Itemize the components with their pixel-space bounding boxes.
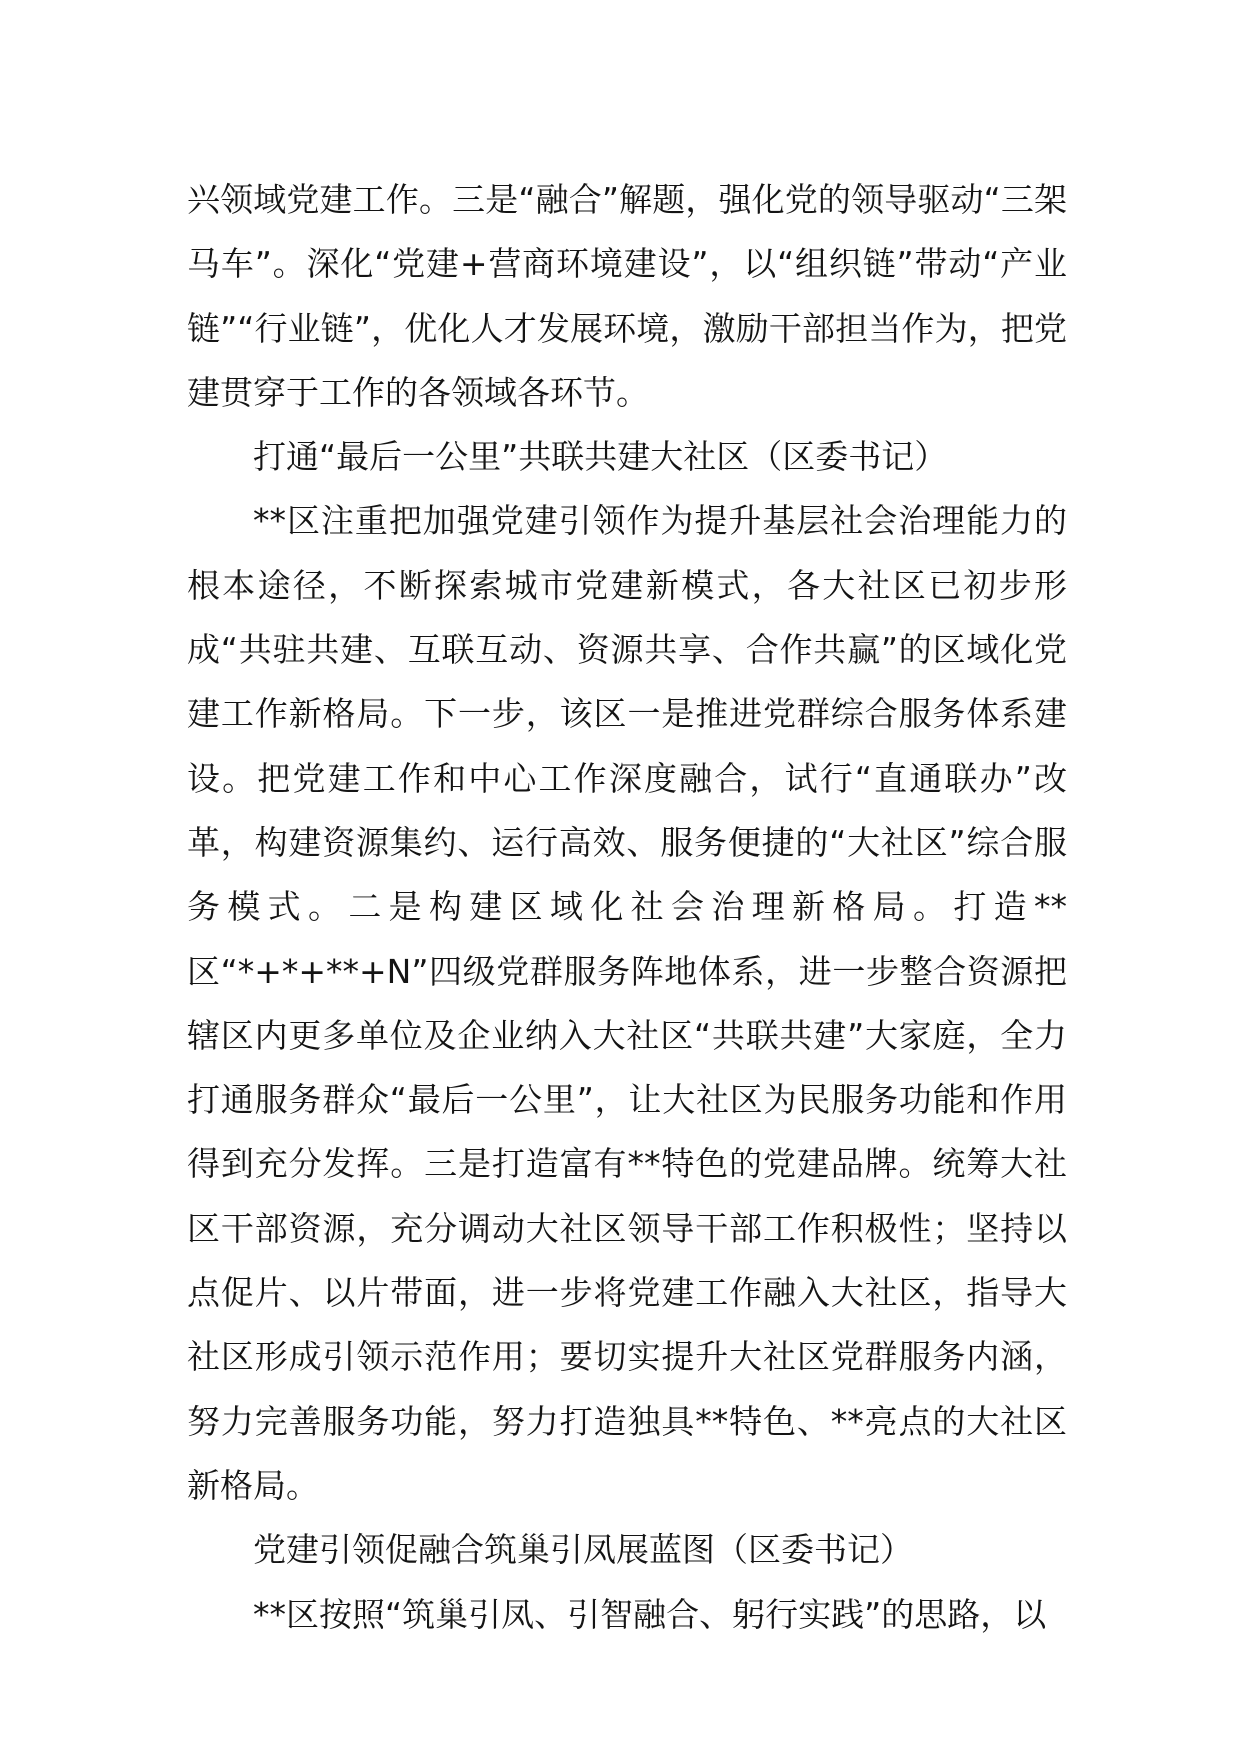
paragraph-continuation: 兴领域党建工作。三是“融合”解题，强化党的领导驱动“三架马车”。深化“党建+营商环境建设”，以“组织链”带动“产业链”“行业链”，优化人才发展环境，激励干部担当作为，把党建贯穿于工作的各领域各环节。 xyxy=(187,180,1067,412)
paragraph-community-party-building: **区注重把加强党建引领作为提升基层社会治理能力的根本途径，不断探索城市党建新模式，各大社区已初步形成“共驻共建、互联互动、资源共享、合作共赢”的区域化党建工作新格局。下一步，该区一是推进党群综合服务体系建设。把党建工作和中心工作深度融合，试行“直通联办”改革，构建资源集约、运行高效、服务便捷的“大社区”综合服务模式。二是构建区域化社会治理新格局。打造**区“*+*+**+N”四级党群服务阵地体系，进一步整合资源把辖区内更多单位及企业纳入大社区“共联共建”大家庭，全力打通服务群众“最后一公里”，让大社区为民服务功能和作用得到充分发挥。三是打造富有**特色的党建品牌。统筹大社区干部资源，充分调动大社区领导干部工作积极性；坚持以点促片、以片带面，进一步将党建工作融入大社区，指导大社区形成引领示范作用；要切实提升大社区党群服务内涵，努力完善服务功能，努力打造独具**特色、**亮点的大社区新格局。 xyxy=(187,501,1067,1505)
document-body xyxy=(187,168,1067,1647)
paragraph-talent-intro: **区按照“筑巢引凤、引智融合、躬行实践”的思路，以 xyxy=(253,1594,1047,1634)
section-heading-last-mile: 打通“最后一公里”共联共建大社区（区委书记） xyxy=(253,437,948,477)
section-heading-talent: 党建引领促融合筑巢引凤展蓝图（区委书记） xyxy=(253,1530,913,1570)
